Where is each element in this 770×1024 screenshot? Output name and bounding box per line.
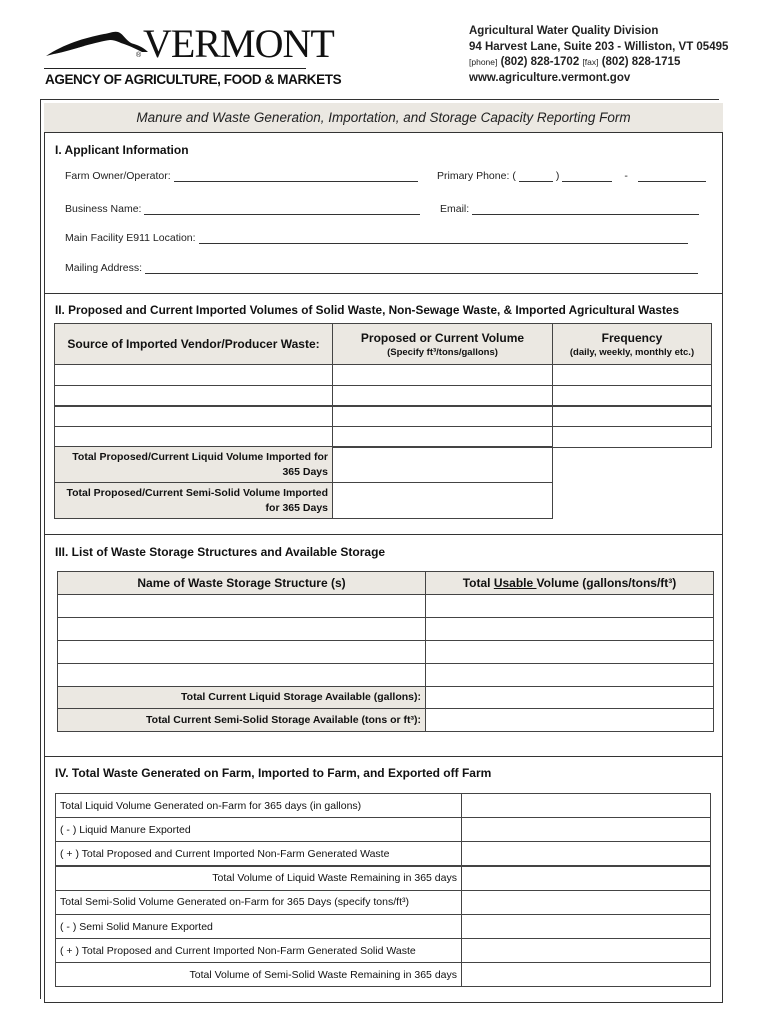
summary-row-label: Total Semi-Solid Volume Generated on-Farm for 365 Days (specify tons/ft³) [55, 890, 462, 915]
fax-tag: [fax] [582, 57, 599, 67]
import-volume-cell[interactable] [332, 405, 553, 427]
storage-volume-cell[interactable] [425, 663, 714, 687]
col-frequency-header [552, 323, 712, 365]
import-frequency-cell[interactable] [552, 364, 712, 386]
col-frequency-sublabel: (daily, weekly, monthly etc.) [569, 346, 695, 358]
email-label: Email: [440, 203, 470, 215]
storage-name-cell[interactable] [57, 640, 426, 664]
logo-divider [44, 68, 306, 69]
import-frequency-cell[interactable] [552, 405, 712, 427]
storage-name-cell[interactable] [57, 663, 426, 687]
form-title: Manure and Waste Generation, Importation, and Storage Capacity Reporting Form [44, 103, 723, 133]
import-frequency-cell[interactable] [552, 385, 712, 407]
phone-prefix-input[interactable] [562, 172, 612, 182]
col-frequency-label: Frequency [601, 330, 663, 345]
total-liquid-imported-label: Total Proposed/Current Liquid Volume Imported for 365 Days [54, 446, 333, 483]
primary-phone-field[interactable]: Primary Phone: ( ) - [437, 170, 706, 182]
import-volume-cell[interactable] [332, 385, 553, 407]
primary-phone-label: Primary Phone: [437, 170, 510, 182]
total-liquid-storage-label: Total Current Liquid Storage Available (gallons): [57, 686, 426, 709]
phone-fax-line [469, 55, 728, 71]
business-name-field[interactable] [65, 203, 420, 215]
summary-row-label: ( - ) Liquid Manure Exported [55, 817, 462, 842]
col-structure-header [57, 571, 426, 595]
division-name: Agricultural Water Quality Division [469, 25, 659, 37]
summary-row-label: Total Volume of Liquid Waste Remaining in 365 days [55, 866, 462, 891]
summary-row-label: Total Liquid Volume Generated on-Farm for 365 days (in gallons) [55, 793, 462, 818]
section-divider [44, 534, 723, 535]
summary-row-label: ( + ) Total Proposed and Current Imported Non-Farm Generated Waste [55, 841, 462, 866]
col-usable-pre: Total [462, 576, 494, 590]
col-volume-header [332, 323, 553, 365]
storage-volume-cell[interactable] [425, 640, 714, 664]
section1-title: I. Applicant Information [55, 143, 189, 157]
facility-label: Main Facility E911 Location: [65, 232, 196, 244]
total-semi-storage-input[interactable] [425, 708, 714, 732]
col-usable-word: Usable [493, 576, 537, 590]
facility-input[interactable] [199, 234, 688, 244]
import-frequency-cell[interactable] [552, 426, 712, 448]
fax-number: (802) 828-1715 [601, 56, 681, 68]
import-source-cell[interactable] [54, 405, 333, 427]
mailing-field[interactable] [65, 262, 698, 274]
col-volume-label: Proposed or Current Volume [360, 330, 525, 345]
agency-name: AGENCY OF AGRICULTURE, FOOD & MARKETS [45, 72, 342, 87]
mailing-input[interactable] [145, 264, 698, 274]
summary-row-input[interactable] [461, 914, 711, 939]
storage-name-cell[interactable] [57, 594, 426, 618]
import-volume-cell[interactable] [332, 364, 553, 386]
registered-mark: ® [136, 52, 142, 59]
section-divider [44, 756, 723, 757]
farm-owner-field[interactable] [65, 170, 418, 182]
section4-title: IV. Total Waste Generated on Farm, Imported to Farm, and Exported off Farm [55, 766, 492, 780]
contact-block [469, 24, 728, 86]
frame-shadow-top [40, 99, 719, 100]
section2-title: II. Proposed and Current Imported Volumes of Solid Waste, Non-Sewage Waste, & Imported Agricultural Wastes [55, 303, 680, 317]
total-semi-imported-label: Total Proposed/Current Semi-Solid Volume Imported for 365 Days [54, 482, 333, 519]
frame-shadow-left [40, 99, 41, 999]
storage-volume-cell[interactable] [425, 617, 714, 641]
mailing-label: Mailing Address: [65, 262, 143, 274]
summary-row-label: ( - ) Semi Solid Manure Exported [55, 914, 462, 939]
col-usable-volume-header [425, 571, 714, 595]
phone-line-input[interactable] [638, 172, 706, 182]
col-source-header [54, 323, 333, 365]
summary-row-input[interactable] [461, 938, 711, 963]
phone-number: (802) 828-1702 [500, 56, 580, 68]
total-semi-storage-label: Total Current Semi-Solid Storage Available (tons or ft³): [57, 708, 426, 732]
farm-owner-input[interactable] [174, 172, 418, 182]
website-link[interactable]: www.agriculture.vermont.gov [469, 71, 631, 84]
address: 94 Harvest Lane, Suite 203 - Williston, VT 05495 [469, 40, 729, 53]
business-name-input[interactable] [144, 205, 420, 215]
col-source-label: Source of Imported Vendor/Producer Waste: [67, 337, 320, 351]
storage-name-cell[interactable] [57, 617, 426, 641]
total-liquid-imported-input[interactable] [332, 446, 553, 483]
business-name-label: Business Name: [65, 203, 142, 215]
email-field[interactable] [440, 203, 699, 215]
total-liquid-storage-input[interactable] [425, 686, 714, 709]
storage-volume-cell[interactable] [425, 594, 714, 618]
import-volume-cell[interactable] [332, 426, 553, 448]
section3-title: III. List of Waste Storage Structures and Available Storage [55, 545, 386, 559]
import-source-cell[interactable] [54, 385, 333, 407]
summary-row-input[interactable] [461, 866, 711, 891]
logo-wordmark: VERMONT [143, 21, 334, 66]
facility-field[interactable] [65, 232, 688, 244]
farm-owner-label: Farm Owner/Operator: [65, 170, 171, 182]
section-divider [44, 293, 723, 294]
phone-area-input[interactable] [519, 172, 553, 182]
summary-row-input[interactable] [461, 890, 711, 915]
email-input[interactable] [472, 205, 699, 215]
summary-row-input[interactable] [461, 841, 711, 866]
summary-row-input[interactable] [461, 793, 711, 818]
summary-row-label: Total Volume of Semi-Solid Waste Remaining in 365 days [55, 962, 462, 987]
phone-tag: [phone] [469, 57, 498, 67]
col-volume-sublabel: (Specify ft³/tons/gallons) [387, 346, 498, 358]
summary-row-input[interactable] [461, 962, 711, 987]
summary-row-label: ( + ) Total Proposed and Current Imported Non-Farm Generated Solid Waste [55, 938, 462, 963]
total-semi-imported-input[interactable] [332, 482, 553, 519]
import-source-cell[interactable] [54, 426, 333, 448]
col-usable-post: Volume (gallons/tons/ft³) [536, 576, 677, 590]
import-source-cell[interactable] [54, 364, 333, 386]
summary-row-input[interactable] [461, 817, 711, 842]
col-structure-label: Name of Waste Storage Structure (s) [137, 576, 346, 590]
